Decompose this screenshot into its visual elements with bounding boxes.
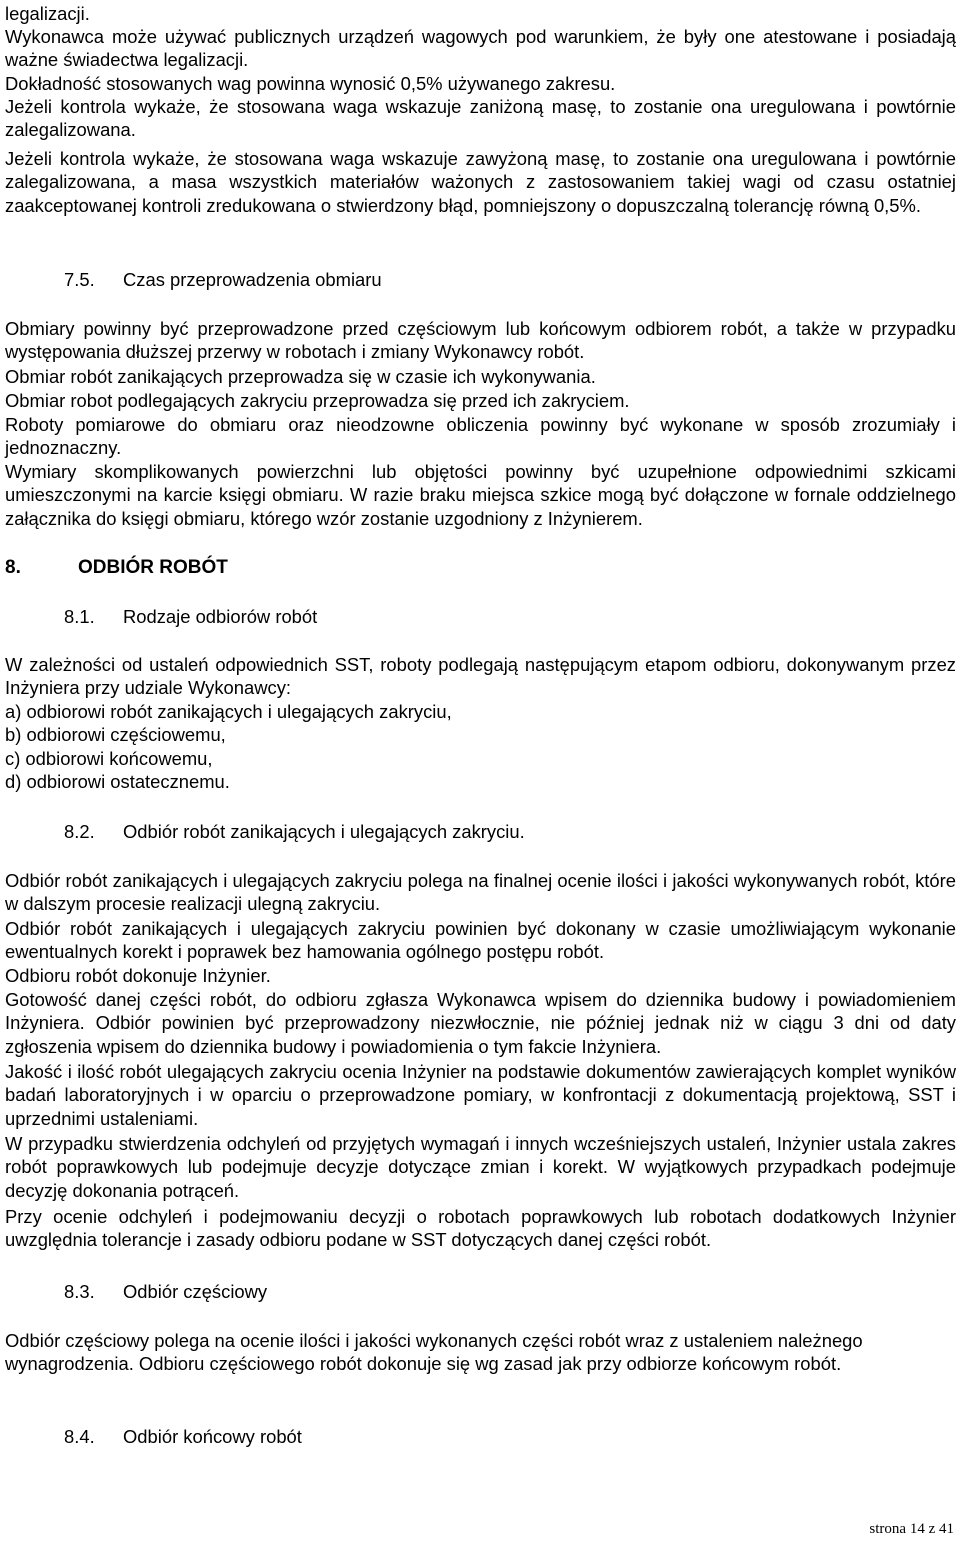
paragraph-7-5-1: Obmiary powinny być przeprowadzone przed częściowym lub końcowym odbiorem robót, a także w przypadku występowania dłuższej przerwy w robotach i zmiany Wykonawcy robót.: [5, 318, 956, 363]
paragraph-7-5-4: Roboty pomiarowe do obmiaru oraz nieodzowne obliczenia powinny być wykonane w sposób zrozumiały i jednoznaczny.: [5, 414, 956, 459]
section-number: 7.5.: [64, 269, 95, 290]
paragraph-7-5-3: Obmiar robot podlegających zakryciu przeprowadza się przed ich zakryciem.: [5, 390, 630, 411]
paragraph-8-2-1: Odbiór robót zanikających i ulegających zakryciu polega na finalnej ocenie ilości i jakości wykonywanych robót, które w dalszym procesie realizacji ulegną zakryciu.: [5, 870, 956, 915]
paragraph-8-2-3: Odbioru robót dokonuje Inżynier.: [5, 965, 271, 986]
section-title: Odbiór końcowy robót: [123, 1426, 302, 1447]
list-item: c) odbiorowi końcowemu,: [5, 747, 213, 769]
section-number: 8.2.: [64, 821, 95, 842]
paragraph-public-scales: Wykonawca może używać publicznych urządzeń wagowych pod warunkiem, że były one atestowane i posiadają ważne świadectwa legalizacji.: [5, 26, 956, 71]
section-heading-8-3: [64, 1280, 267, 1304]
paragraph-8-2-4: Gotowość danej części robót, do odbioru zgłasza Wykonawca wpisem do dziennika budowy i powiadomieniem Inżyniera. Odbiór powinien być przeprowadzony niezwłocznie, nie później jednak niż w ciągu 3 dni od daty zgłoszenia wpisem do dziennika budowy i powiadomienia o tym fakcie Inżyniera.: [5, 989, 956, 1057]
paragraph-7-5-5: Wymiary skomplikowanych powierzchni lub objętości powinny być uzupełnione odpowiednimi szkicami umieszczonymi na karcie księgi obmiaru. W razie braku miejsca szkice mogą być dołączone w fornale oddzielnego załącznika do księgi obmiaru, którego wzór zostanie uzgodniony z Inżynierem.: [5, 461, 956, 529]
paragraph-8-1-intro: W zależności od ustaleń odpowiednich SST, roboty podlegają następującym etapom odbioru, dokonywanym przez Inżyniera przy udziale Wykonawcy:: [5, 654, 956, 699]
paragraph-8-2-7: Przy ocenie odchyleń i podejmowaniu decyzji o robotach poprawkowych lub robotach dodatkowych Inżynier uwzględnia tolerancje i zasady odbioru podane w SST dotyczących danej części robót.: [5, 1206, 956, 1251]
list-item: d) odbiorowi ostatecznemu.: [5, 771, 230, 793]
paragraph-8-2-2: Odbiór robót zanikających i ulegających zakryciu powinien być dokonany w czasie umożliwiającym wykonanie ewentualnych korekt i poprawek bez hamowania ogólnego postępu robót.: [5, 918, 956, 963]
paragraph-8-3: Odbiór częściowy polega na ocenie ilości i jakości wykonanych części robót wraz z ustaleniem należnego wynagrodzenia. Odbioru częściowego robót dokonuje się wg zasad jak przy odbiorze końcowym robót.: [5, 1330, 863, 1375]
section-number: 8.3.: [64, 1281, 95, 1302]
chapter-title: ODBIÓR ROBÓT: [78, 557, 228, 578]
list-item: b) odbiorowi częściowemu,: [5, 724, 226, 746]
paragraph-scale-accuracy: Dokładność stosowanych wag powinna wynosić 0,5% używanego zakresu.: [5, 73, 616, 94]
section-heading-8-4: [64, 1425, 302, 1449]
page-number: strona 14 z 41: [869, 1521, 954, 1537]
section-number: 8.1.: [64, 606, 95, 627]
section-title: Odbiór robót zanikających i ulegających zakryciu.: [123, 821, 525, 842]
chapter-heading-8: [5, 556, 228, 580]
paragraph-8-2-5: Jakość i ilość robót ulegających zakryciu ocenia Inżynier na podstawie dokumentów zawierających komplet wyników badań laboratoryjnych i w oparciu o przeprowadzone pomiary, w konfrontacji z dokumentacją projektową, SST i uprzednimi ustaleniami.: [5, 1061, 956, 1129]
acceptance-types-list: [5, 700, 452, 794]
paragraph-8-2-6: W przypadku stwierdzenia odchyleń od przyjętych wymagań i innych wcześniejszych ustaleń, Inżynier ustala zakres robót poprawkowych lub podejmuje decyzje dotyczące zmian i korekt. W wyjątkowych przypadkach podejmuje decyzję dokonania potrąceń.: [5, 1133, 956, 1201]
section-heading-8-1: [64, 605, 317, 629]
section-title: Rodzaje odbiorów robót: [123, 606, 318, 627]
list-item: a) odbiorowi robót zanikających i ulegających zakryciu,: [5, 701, 452, 722]
chapter-number: 8.: [5, 557, 21, 578]
paragraph-underweight: Jeżeli kontrola wykaże, że stosowana waga wskazuje zaniżoną masę, to zostanie ona uregulowana i powtórnie zalegalizowana.: [5, 96, 956, 141]
section-heading-8-2: [64, 820, 525, 844]
section-title: Odbiór częściowy: [123, 1281, 268, 1302]
paragraph-7-5-2: Obmiar robót zanikających przeprowadza się w czasie ich wykonywania.: [5, 366, 596, 387]
section-heading-7-5: [64, 268, 382, 292]
paragraph-legalizacji: legalizacji.: [5, 3, 90, 24]
section-title: Czas przeprowadzenia obmiaru: [123, 269, 382, 290]
paragraph-overweight: Jeżeli kontrola wykaże, że stosowana waga wskazuje zawyżoną masę, to zostanie ona uregulowana i powtórnie zalegalizowana, a masa wszystkich materiałów ważonych z zastosowaniem takiej wagi od czasu ostatniej zaakceptowanej kontroli zredukowana o stwierdzony błąd, pomniejszony o dopuszczalną tolerancję równą 0,5%.: [5, 148, 956, 216]
section-number: 8.4.: [64, 1426, 95, 1447]
